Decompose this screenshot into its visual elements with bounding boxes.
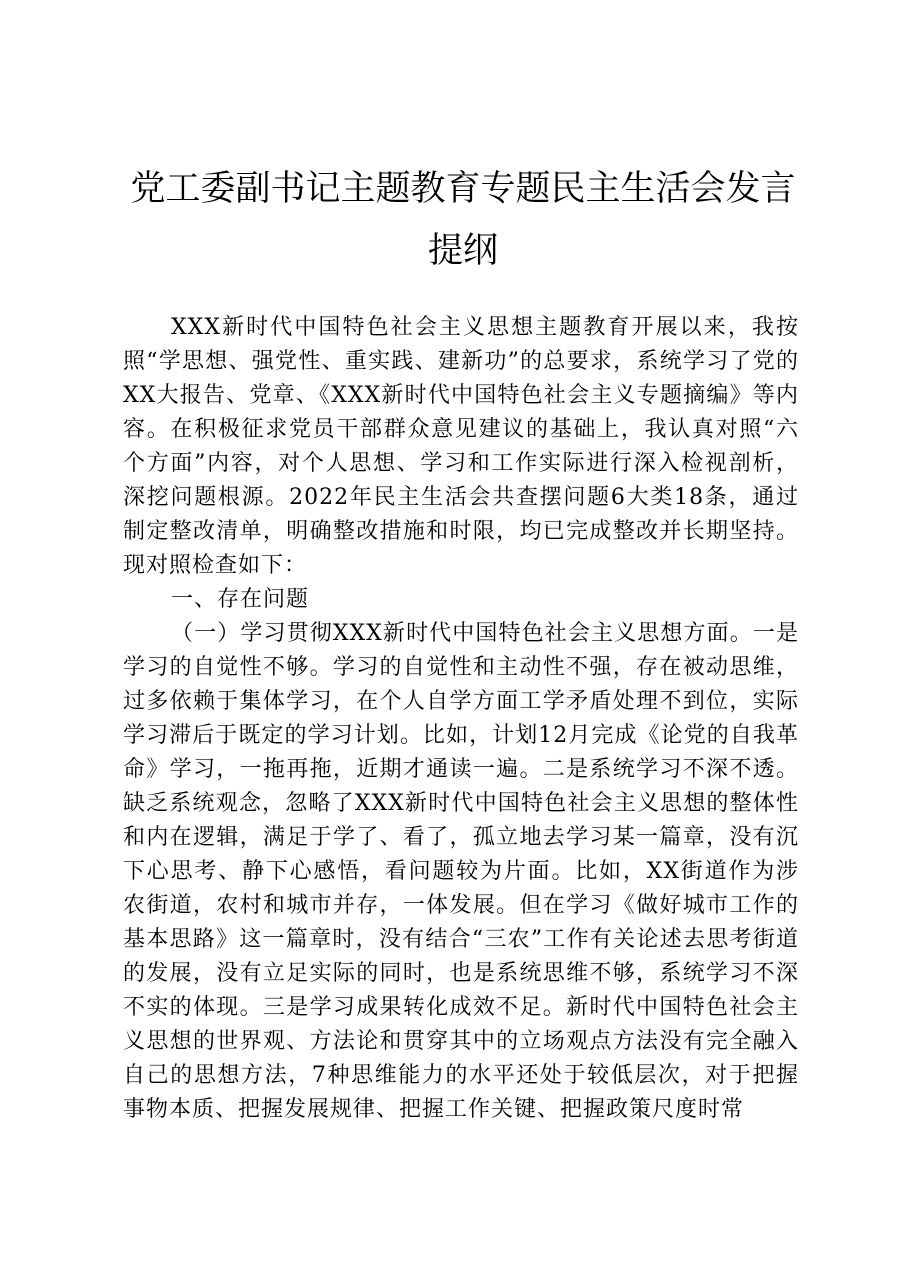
document-body [123,311,799,1127]
document-title: 党工委副书记主题教育专题民主生活会发言提纲 [130,169,796,271]
intro-paragraph: XXX新时代中国特色社会主义思想主题教育开展以来，我按照“学思想、强党性、重实践、建新功”的总要求，系统学习了党的XX大报告、党章、《XXX新时代中国特色社会主义专题摘编》等内容。在积极征求党员干部群众意见建议的基础上，我认真对照“六个方面”内容，对个人思想、学习和工作实际进行深入检视剖析，深挖问题根源。2022年民主生活会共查摆问题6大类18条，通过制定整改清单，明确整改措施和时限，均已完成整改并长期坚持。现对照检查如下： [123,315,799,578]
section-heading: 一、存在问题 [171,587,310,612]
section-paragraph: （一）学习贯彻XXX新时代中国特色社会主义思想方面。一是学习的自觉性不够。学习的自觉性和主动性不强，存在被动思维，过多依赖于集体学习，在个人自学方面工学矛盾处理不到位，实际学习滞后于既定的学习计划。比如，计划12月完成《论党的自我革命》学习，一拖再拖，近期才通读一遍。二是系统学习不深不透。缺乏系统观念，忽略了XXX新时代中国特色社会主义思想的整体性和内在逻辑，满足于学了、看了，孤立地去学习某一篇章，没有沉下心思考、静下心感悟，看问题较为片面。比如，XX街道作为涉农街道，农村和城市并存，一体发展。但在学习《做好城市工作的基本思路》这一篇章时，没有结合“三农”工作有关论述去思考街道的发展，没有立足实际的同时，也是系统思维不够，系统学习不深不实的体现。三是学习成果转化成效不足。新时代中国特色社会主义思想的世界观、方法论和贯穿其中的立场观点方法没有完全融入自己的思想方法，7种思维能力的水平还处于较低层次，对于把握事物本质、把握发展规律、把握工作关键、把握政策尺度时常 [123,621,799,1122]
